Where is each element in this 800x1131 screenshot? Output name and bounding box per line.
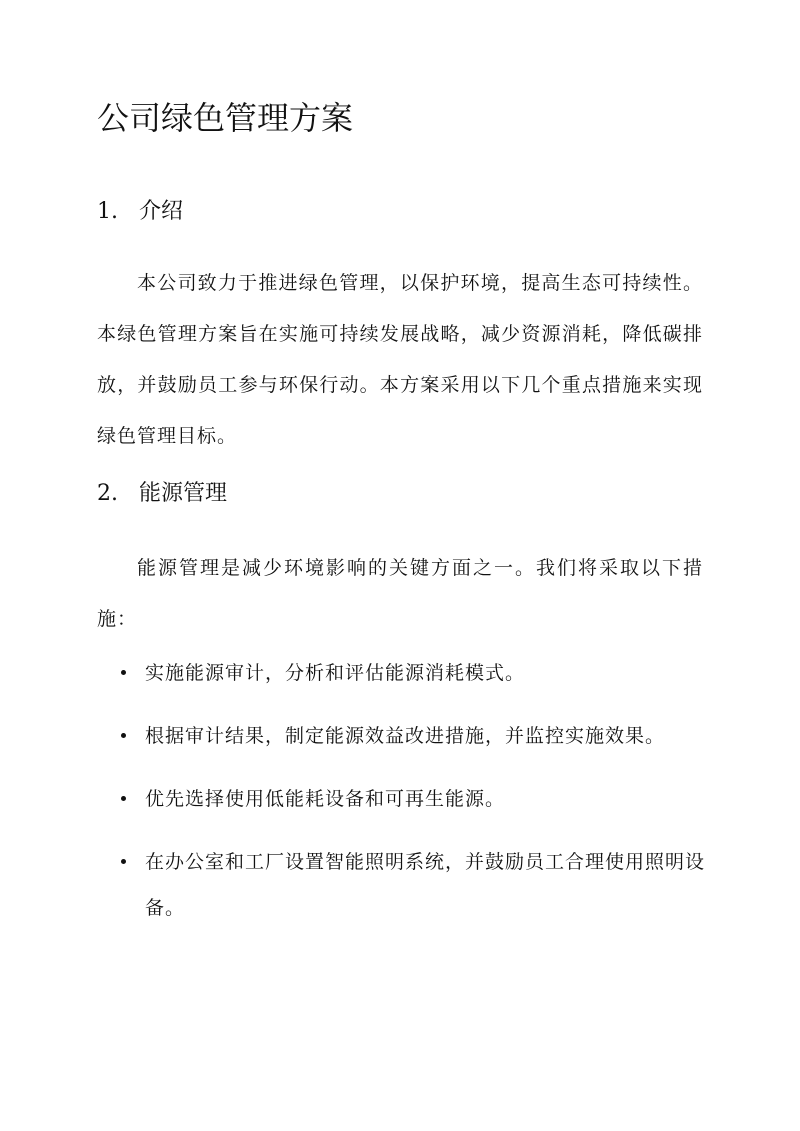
list-item bbox=[97, 776, 705, 822]
energy-paragraph: 能源管理是减少环境影响的关键方面之一。我们将采取以下措施： bbox=[97, 557, 703, 630]
list-item-text: 实施能源审计，分析和评估能源消耗模式。 bbox=[145, 662, 526, 684]
bullet-icon bbox=[121, 796, 126, 801]
list-item-text: 根据审计结果，制定能源效益改进措施，并监控实施效果。 bbox=[145, 725, 666, 747]
energy-measures-list bbox=[97, 650, 706, 948]
list-item bbox=[97, 839, 705, 931]
document-title: 公司绿色管理方案 bbox=[97, 99, 354, 137]
bullet-icon bbox=[121, 670, 126, 675]
intro-paragraph: 本公司致力于推进绿色管理，以保护环境，提高生态可持续性。本绿色管理方案旨在实施可持续发展战略，减少资源消耗，降低碳排放，并鼓励员工参与环保行动。本方案采用以下几个重点措施来实现绿色管理目标。 bbox=[97, 272, 703, 447]
list-item bbox=[97, 650, 705, 696]
section-heading-intro bbox=[97, 196, 183, 228]
bullet-icon bbox=[121, 859, 126, 864]
section-title: 能源管理 bbox=[139, 481, 228, 506]
section-heading-energy bbox=[97, 478, 227, 510]
list-item-text: 优先选择使用低能耗设备和可再生能源。 bbox=[145, 788, 506, 810]
section-title: 介绍 bbox=[139, 199, 184, 224]
list-item bbox=[97, 713, 705, 759]
section-number: 1. bbox=[97, 199, 118, 224]
bullet-icon bbox=[121, 733, 126, 738]
section-number: 2. bbox=[97, 481, 118, 506]
list-item-text: 在办公室和工厂设置智能照明系统，并鼓励员工合理使用照明设备。 bbox=[145, 851, 706, 919]
